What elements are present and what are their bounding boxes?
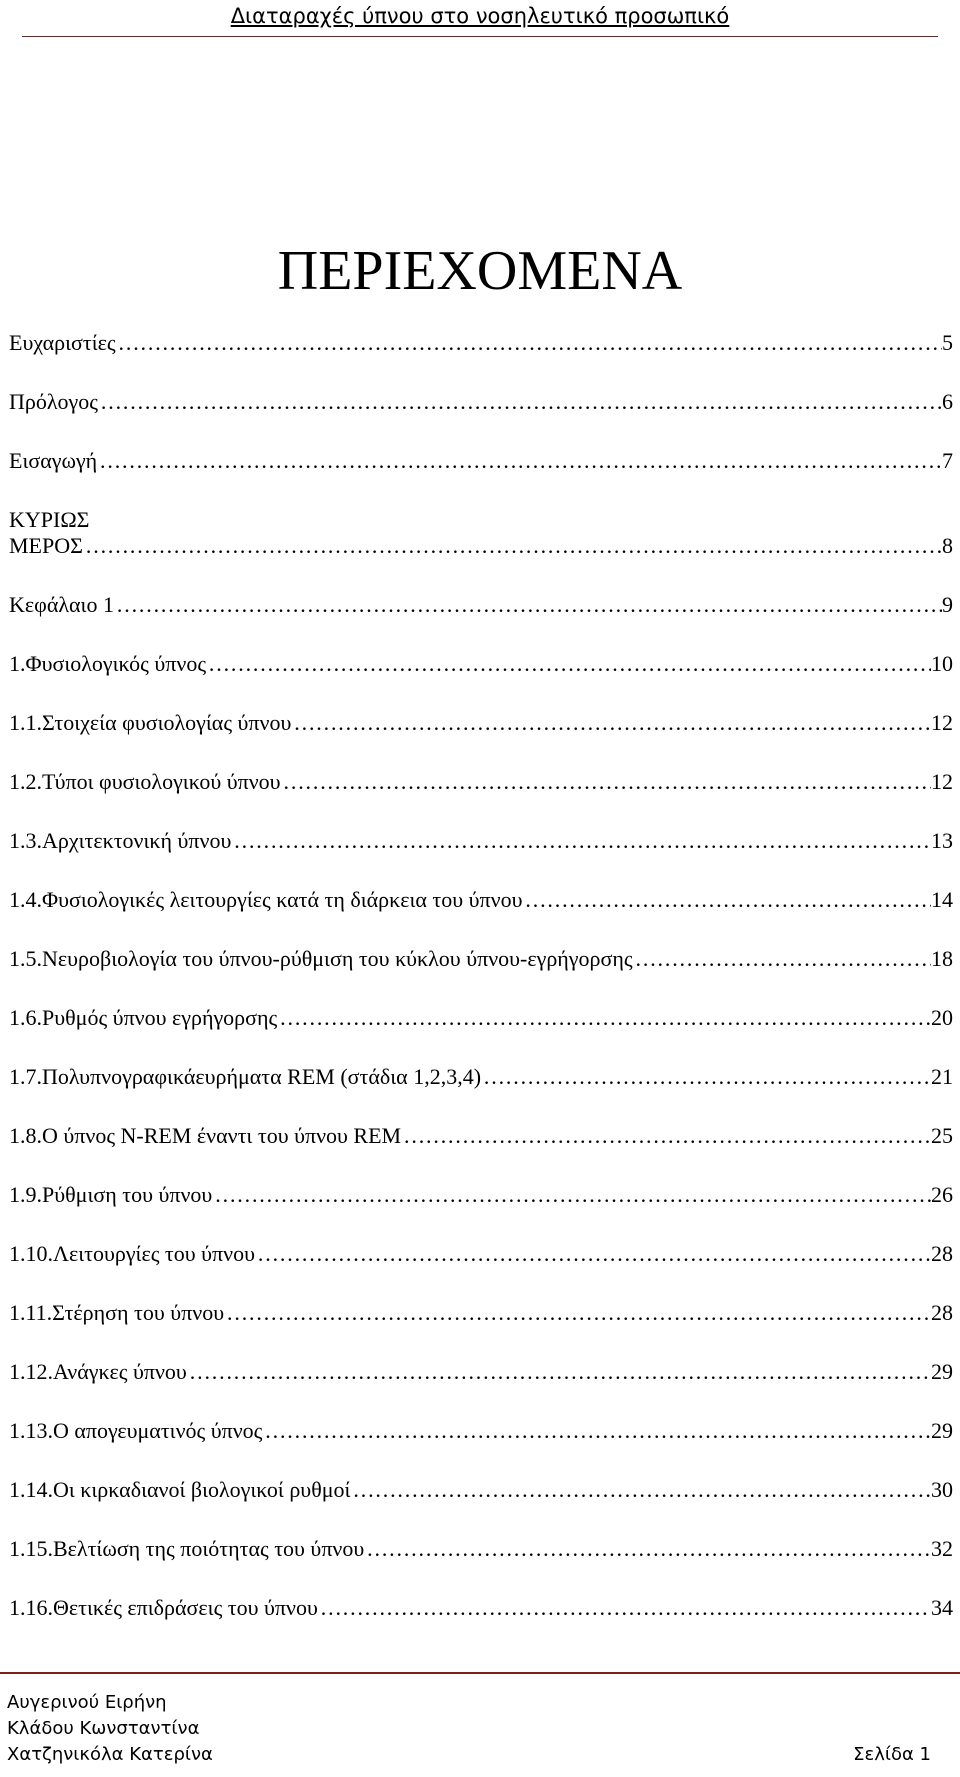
toc-entry-label-line1: ΚΥΡΙΩΣ [9,507,90,532]
page-number: Σελίδα 1 [853,1744,931,1765]
toc-entry-page: 28 [931,1241,953,1266]
toc-entry[interactable] [9,592,953,651]
toc-entry-page: 18 [931,946,953,971]
toc-entry-page: 34 [931,1595,953,1620]
toc-leader-dots [481,1064,931,1090]
toc-leader-dots [98,389,942,415]
toc-leader-dots [83,533,942,559]
toc-entry-label: 1.15.Βελτίωση της ποιότητας του ύπνου [9,1536,365,1561]
toc-entry[interactable] [9,1064,953,1123]
toc-entry[interactable] [9,887,953,946]
toc-entry[interactable] [9,1005,953,1064]
toc-entry[interactable] [9,651,953,710]
toc-entry[interactable] [9,1241,953,1300]
toc-leader-dots [350,1477,931,1503]
toc-leader-dots [401,1123,931,1149]
toc-leader-dots [291,710,931,736]
toc-leader-dots [281,769,931,795]
toc-entry[interactable] [9,448,953,507]
toc-entry-label: ΜΕΡΟΣ [9,533,83,558]
toc-entry-label: Εισαγωγή [9,448,98,473]
toc-entry[interactable] [9,1595,953,1654]
toc-entry-label: 1.14.Οι κιρκαδιανοί βιολογικοί ρυθμοί [9,1477,351,1502]
toc-entry-label: Κεφάλαιο 1 [9,592,114,617]
toc-entry-page: 30 [931,1477,953,1502]
toc-entry-label: 1.Φυσιολογικός ύπνος [9,651,207,676]
toc-entry[interactable] [9,710,953,769]
toc-entry-label: 1.2.Τύποι φυσιολογικού ύπνου [9,769,281,794]
toc-entry[interactable] [9,1418,953,1477]
toc-entry[interactable] [9,1477,953,1536]
toc-entry-page: 26 [931,1182,953,1207]
footer-rule [0,1672,960,1674]
toc-entry[interactable] [9,330,953,389]
toc-entry-label: 1.6.Ρυθμός ύπνου εγρήγορσης [9,1005,278,1030]
toc-entry-page: 14 [931,887,953,912]
header-rule [22,36,938,37]
toc-entry-label: 1.1.Στοιχεία φυσιολογίας ύπνου [9,710,292,735]
toc-entry-page: 29 [931,1359,953,1384]
toc-entry-page: 32 [931,1536,953,1561]
toc-entry-page: 29 [931,1418,953,1443]
toc-entry[interactable] [9,389,953,448]
toc-entry-label: 1.12.Ανάγκες ύπνου [9,1359,187,1384]
toc-entry-label: 1.5.Νευροβιολογία του ύπνου-ρύθμιση του κύκλου ύπνου-εγρήγορσης [9,946,633,971]
toc-leader-dots [523,887,932,913]
toc-entry-page: 5 [942,330,953,355]
toc-entry-page: 8 [942,533,953,558]
toc-entry[interactable] [9,769,953,828]
toc-entry-page: 21 [931,1064,953,1089]
toc-leader-dots [364,1536,931,1562]
toc-entry[interactable] [9,507,953,592]
toc-entry-page: 13 [931,828,953,853]
toc-entry[interactable] [9,828,953,887]
toc-entry-label: 1.4.Φυσιολογικές λειτουργίες κατά τη διάρκεια του ύπνου [9,887,523,912]
table-of-contents [9,330,953,1654]
toc-entry-page: 12 [931,769,953,794]
toc-entry-page: 12 [931,710,953,735]
toc-entry[interactable] [9,1359,953,1418]
footer-author: Χατζηνικόλα Κατερίνα [7,1744,213,1765]
toc-entry-label: Ευχαριστίες [9,330,116,355]
toc-leader-dots [97,448,942,474]
toc-leader-dots [277,1005,931,1031]
toc-title: ΠΕΡΙΕΧΟΜΕΝΑ [277,240,683,302]
toc-entry-label: 1.16.Θετικές επιδράσεις του ύπνου [9,1595,318,1620]
toc-entry-label: 1.13.Ο απογευματινός ύπνος [9,1418,263,1443]
toc-entry-label: 1.3.Αρχιτεκτονική ύπνου [9,828,232,853]
toc-leader-dots [224,1300,931,1326]
toc-leader-dots [116,330,942,356]
toc-leader-dots [318,1595,931,1621]
toc-entry[interactable] [9,1300,953,1359]
toc-entry-label: 1.7.Πολυπνογραφικάευρήματα REM (στάδια 1,2,3,4) [9,1064,482,1089]
toc-entry-page: 9 [942,592,953,617]
toc-entry-label: Πρόλογος [9,389,98,414]
toc-entry[interactable] [9,1123,953,1182]
toc-leader-dots [255,1241,931,1267]
toc-entry-label: 1.11.Στέρηση του ύπνου [9,1300,225,1325]
toc-entry[interactable] [9,1536,953,1595]
toc-entry-page: 20 [931,1005,953,1030]
footer-author: Κλάδου Κωνσταντίνα [7,1718,200,1739]
toc-leader-dots [212,1182,931,1208]
toc-entry-label: 1.9.Ρύθμιση του ύπνου [9,1182,213,1207]
footer-author: Αυγερινού Ειρήνη [7,1692,167,1713]
toc-entry-page: 7 [942,448,953,473]
toc-entry-page: 6 [942,389,953,414]
toc-leader-dots [231,828,931,854]
page-footer [7,1690,931,1768]
toc-entry-page: 10 [931,651,953,676]
toc-entry-page: 25 [931,1123,953,1148]
toc-entry-page: 28 [931,1300,953,1325]
toc-leader-dots [206,651,931,677]
toc-entry[interactable] [9,946,953,1005]
toc-leader-dots [187,1359,931,1385]
toc-leader-dots [633,946,931,972]
toc-entry-label: 1.10.Λειτουργίες του ύπνου [9,1241,255,1266]
running-header-title: Διαταραχές ύπνου στο νοσηλευτικό προσωπικό [230,4,730,28]
toc-entry-label: 1.8.Ο ύπνος N-REM έναντι του ύπνου REM [9,1123,402,1148]
toc-leader-dots [262,1418,931,1444]
toc-entry[interactable] [9,1182,953,1241]
toc-leader-dots [114,592,942,618]
